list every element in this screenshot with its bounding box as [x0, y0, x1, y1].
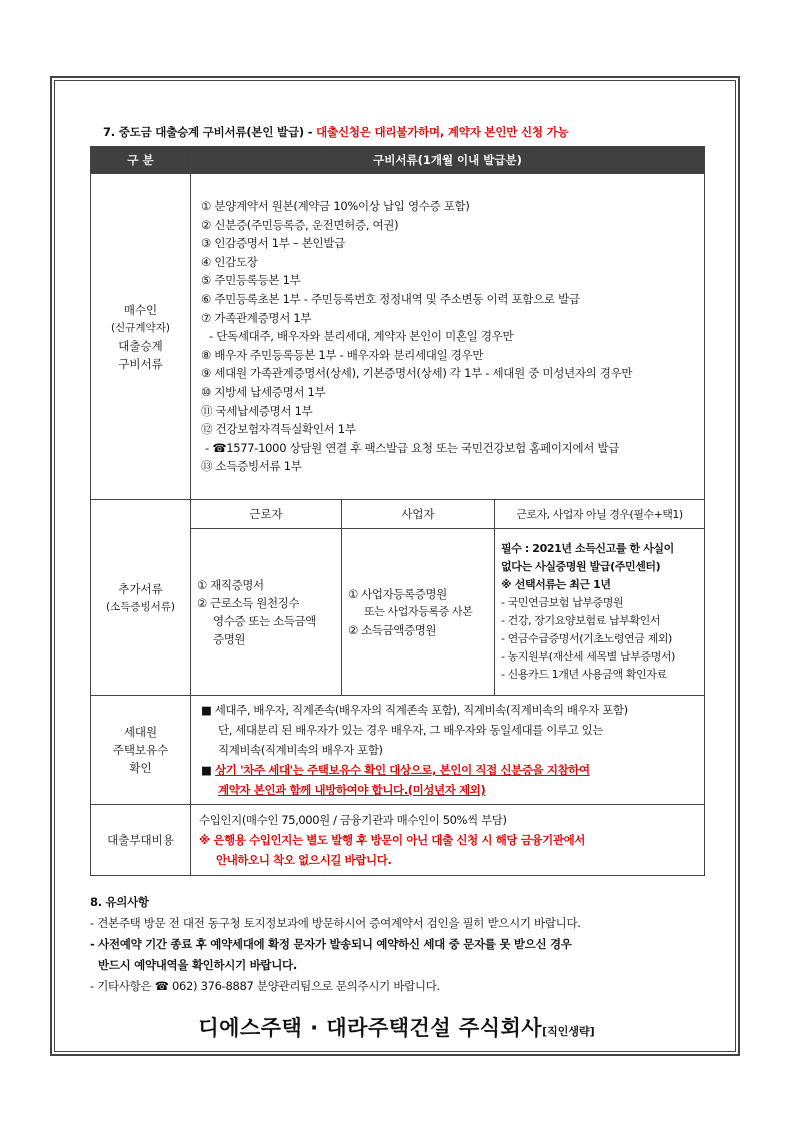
additional-subheader-row [91, 500, 705, 529]
buyer-row [91, 174, 705, 500]
list-item: ⑪ 국세납세증명서 1부 [201, 403, 313, 418]
cost-line: 수입인지(매수인 75,000원 / 금융기관과 매수인이 50%씩 부담) [199, 813, 507, 827]
list-item: ⑥ 주민등록초본 1부 - 주민등록번호 정정내역 및 주소변동 이력 포함으로 발급 [201, 292, 580, 307]
other-required-line: 없다는 사실증명원 발급(주민센터) [501, 560, 661, 573]
notice-line: 반드시 예약내역을 확인하시기 바랍니다. [98, 958, 297, 972]
list-item: ⑧ 배우자 주민등록등본 1부 - 배우자와 분리세대일 경우만 [201, 347, 484, 362]
list-item: ⑬ 소득증빙서류 1부 [201, 459, 302, 474]
section8 [90, 892, 710, 997]
table-header-row [91, 147, 705, 174]
other-required-line: ※ 선택서류는 최근 1년 [501, 578, 611, 591]
additional-label [91, 500, 191, 696]
list-item: ② 신분증(주민등록증, 운전면허증, 여권) [201, 217, 399, 232]
list-item: ⑨ 세대원 가족관계증명서(상세), 기본증명서(상세) 각 1부 - 세대원 중 미성년자의 경우만 [201, 366, 633, 381]
worker-doc-line: ① 재직증명서 [197, 578, 264, 592]
list-item: ⑩ 지방세 납세증명서 1부 [201, 384, 326, 399]
list-item: ⑦ 가족관계증명서 1부 [201, 310, 312, 325]
list-item: ⑫ 건강보험자격득실확인서 1부 [201, 422, 356, 437]
buyer-label-line: 대출승계 [118, 338, 163, 353]
household-warning: ■ 상기 '차주 세대'는 주택보유수 확인 대상으로, 본인이 직접 신분증을 지참하여 [201, 763, 590, 777]
household-warning-line: 계약자 본인과 함께 내방하여야 합니다.(미성년자 제외) [218, 783, 486, 797]
list-item-note: - 단독세대주, 배우자와 분리세대, 계약자 본인이 미혼일 경우만 [209, 329, 514, 344]
household-line: 직계비속(직계비속의 배우자 포함) [218, 743, 383, 757]
list-item: - 건강, 장기요양보험료 납부확인서 [501, 614, 661, 627]
buyer-label-line: 구비서류 [118, 356, 163, 371]
list-item: ⑤ 주민등록등본 1부 [201, 273, 301, 288]
worker-doc-line: 증명원 [213, 632, 246, 646]
household-content [191, 696, 705, 805]
list-item: - 농지원부(재산세 세목별 납부증명서) [501, 650, 676, 663]
list-item: ④ 인감도장 [201, 254, 258, 269]
additional-label-line: (소득증빙서류) [105, 600, 176, 613]
section8-title: 8. 유의사항 [90, 895, 149, 909]
header-documents: 구비서류(1개월 이내 발급분) [191, 147, 705, 174]
other-required-line: 필수 : 2021년 소득신고를 한 사실이 [501, 542, 674, 555]
household-label [91, 696, 191, 805]
buyer-label-line: (신규계약자) [111, 321, 170, 334]
business-documents [342, 529, 495, 696]
subheader-other: 근로자, 사업자 아닐 경우(필수+택1) [495, 500, 705, 529]
subheader-business: 사업자 [342, 500, 495, 529]
other-documents [495, 529, 705, 696]
household-warning-line: 상기 '차주 세대'는 주택보유수 확인 대상으로, 본인이 직접 신분증을 지참하여 [215, 763, 590, 777]
list-item: - 신용카드 1개년 사용금액 확인자료 [501, 668, 667, 681]
cost-warning-line: 안내하오니 착오 없으시길 바랍니다. [216, 853, 392, 867]
buyer-label-line: 매수인 [123, 302, 158, 317]
buyer-document-list [191, 174, 705, 500]
section7-title: 7. 중도금 대출승계 구비서류(본인 발급) - [103, 125, 317, 139]
worker-documents [191, 529, 342, 696]
list-item: ③ 인감증명서 1부 – 본인발급 [201, 236, 345, 251]
household-label-line: 주택보유수 [112, 743, 169, 757]
documents-table [90, 146, 705, 876]
cost-content [191, 805, 705, 876]
household-line: ■ 세대주, 배우자, 직계존속(배우자의 직계존속 포함), 직계비속(직계비속의 배우자 포함) [201, 703, 628, 717]
additional-label-line: 추가서류 [118, 581, 163, 596]
household-line: 단, 세대분리 된 배우자가 있는 경우 배우자, 그 배우자와 동일세대를 이루고 있는 [218, 723, 604, 737]
business-doc-line: 또는 사업자등록증 사본 [364, 605, 473, 618]
header-category: 구 분 [91, 147, 191, 174]
company-name: 디에스주택 · 대라주택건설 주식회사 [198, 1016, 543, 1040]
section7-heading [103, 124, 568, 140]
list-item: - 연금수급증명서(기초노령연금 제외) [501, 632, 672, 645]
business-doc-line: ② 소득금액증명원 [348, 623, 437, 637]
worker-doc-line: 영수증 또는 소득금액 [213, 614, 316, 628]
cost-row [91, 805, 705, 876]
notice-line: - 기타사항은 ☎ 062) 376-8887 분양관리팀으로 문의주시기 바랍니다. [90, 979, 440, 993]
household-row [91, 696, 705, 805]
seal-omitted: [직인생략] [542, 1025, 595, 1038]
list-item-note: - ☎1577-1000 상담원 연결 후 팩스발급 요청 또는 국민건강보험 홈페이지에서 발급 [205, 440, 620, 455]
company-signature [0, 1012, 793, 1042]
household-label-line: 확인 [129, 761, 152, 775]
list-item: - 국민연금보험 납부증명원 [501, 596, 624, 609]
buyer-label [91, 174, 191, 500]
notice-line: - 사전예약 기간 종료 후 예약세대에 확정 문자가 발송되니 예약하신 세대 중 문자를 못 받으신 경우 [90, 937, 572, 951]
business-doc-line: ① 사업자등록증명원 [348, 587, 447, 601]
cost-warning-line: ※ 은행용 수입인지는 별도 발행 후 방문이 아닌 대출 신청 시 해당 금융기관에서 [199, 833, 585, 847]
worker-doc-line: ② 근로소득 원천징수 [197, 596, 300, 610]
subheader-worker: 근로자 [191, 500, 342, 529]
cost-label: 대출부대비용 [91, 805, 191, 876]
section7-notice: 대출신청은 대리불가하며, 계약자 본인만 신청 가능 [316, 125, 569, 139]
notice-line: - 견본주택 방문 전 대전 동구청 토지정보과에 방문하시어 증여계약서 검인을 필히 받으시기 바랍니다. [90, 916, 581, 930]
list-item: ① 분양계약서 원본(계약금 10%이상 납입 영수증 포함) [201, 199, 470, 214]
household-label-line: 세대원 [123, 725, 158, 739]
